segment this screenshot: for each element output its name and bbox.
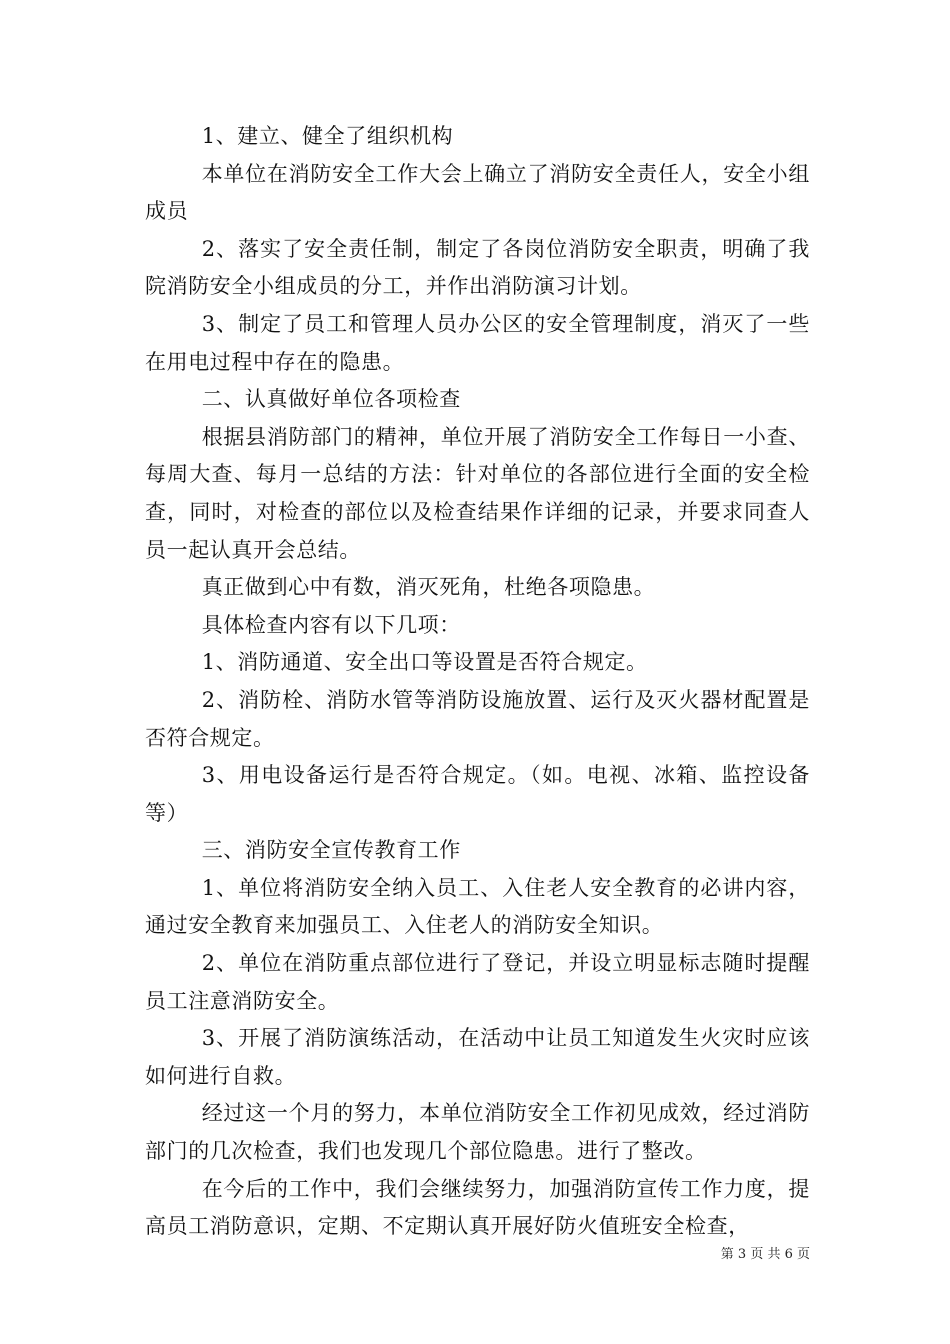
paragraph-results-summary: 经过这一个月的努力，本单位消防安全工作初见成效，经过消防部门的几次检查，我们也发现几个部位隐患。进行了整改。 [145, 1101, 810, 1164]
list-item-fire-exits: 1、消防通道、安全出口等设置是否符合规定。 [201, 650, 648, 675]
paragraph-inspection-method: 根据县消防部门的精神，单位开展了消防安全工作每日一小查、每周大查、每月一总结的方法：针对单位的各部位进行全面的安全检查，同时，对检查的部位以及检查结果作详细的记录，并要求同查人员一起认真开会总结。 [145, 424, 810, 562]
paragraph-fire-drill: 3、开展了消防演练活动，在活动中让员工知道发生火灾时应该如何进行自救。 [145, 1026, 810, 1088]
page-number-footer: 第 3 页 共 6 页 [720, 1247, 810, 1262]
list-item-fire-hydrants: 2、消防栓、消防水管等消防设施放置、运行及灭火器材配置是否符合规定。 [145, 687, 810, 750]
paragraph-safety-education: 1、单位将消防安全纳入员工、入住老人安全教育的必讲内容，通过安全教育来加强员工、入住老人的消防安全知识。 [145, 875, 810, 938]
paragraph-office-management: 3、制定了员工和管理人员办公区的安全管理制度，消灭了一些在用电过程中存在的隐患。 [145, 311, 810, 374]
document-body [145, 118, 810, 1246]
section-heading-education: 三、消防安全宣传教育工作 [201, 838, 461, 863]
paragraph-responsibility-system: 2、落实了安全责任制，制定了各岗位消防安全职责，明确了我院消防安全小组成员的分工，并作出消防演习计划。 [145, 236, 810, 299]
paragraph-key-areas-registration: 2、单位在消防重点部位进行了登记，并设立明显标志随时提醒员工注意消防安全。 [145, 951, 810, 1013]
paragraph-eliminate-hazards: 真正做到心中有数，消灭死角，杜绝各项隐患。 [201, 575, 656, 600]
paragraph-future-work: 在今后的工作中，我们会继续努力，加强消防宣传工作力度，提高员工消防意识，定期、不定期认真开展好防火值班安全检查， [145, 1176, 810, 1239]
paragraph-org-structure-heading: 1、建立、健全了组织机构 [201, 124, 454, 148]
paragraph-responsible-person: 本单位在消防安全工作大会上确立了消防安全责任人，安全小组成员 [145, 161, 810, 224]
list-item-electrical-equipment: 3、用电设备运行是否符合规定。（如。电视、冰箱、监控设备等） [145, 763, 810, 825]
section-heading-inspection: 二、认真做好单位各项检查 [201, 387, 461, 412]
paragraph-inspection-items-intro: 具体检查内容有以下几项： [201, 612, 461, 637]
